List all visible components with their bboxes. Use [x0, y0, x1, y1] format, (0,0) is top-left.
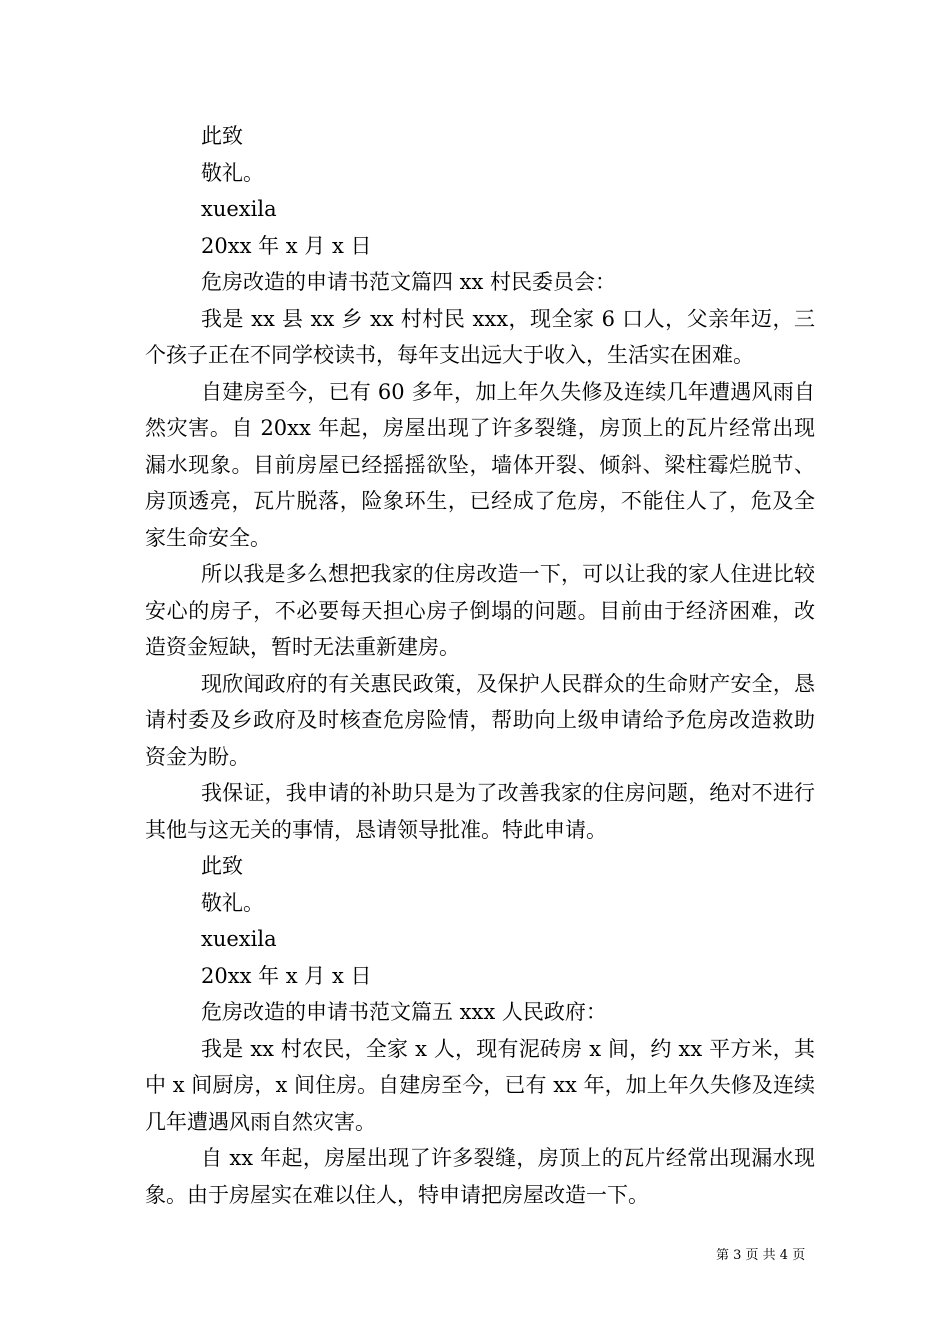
salutation-line: 敬礼。	[201, 160, 264, 185]
document-body	[145, 118, 815, 1213]
paragraph: 我是 xx 县 xx 乡 xx 村村民 xxx，现全家 6 口人，父亲年迈，三个孩子正在不同学校读书，每年支出远大于收入，生活实在困难。	[145, 306, 815, 367]
closing-line: 此致	[201, 854, 243, 878]
salutation-line: 敬礼。	[201, 890, 264, 915]
closing-line: 此致	[201, 124, 243, 148]
paragraph: 自建房至今，已有 60 多年，加上年久失修及连续几年遭遇风雨自然灾害。自 20xx 年起，房屋出现了许多裂缝，房顶上的瓦片经常出现漏水现象。目前房屋已经摇摇欲坠，墙体开裂、倾斜、梁柱霉烂脱节、房顶透亮，瓦片脱落，险象环生，已经成了危房，不能住人了，危及全家生命安全。	[145, 379, 815, 550]
signature-line: xuexila	[201, 927, 277, 951]
date-line: 20xx 年 x 月 x 日	[201, 963, 372, 988]
section-heading: 危房改造的申请书范文篇五 xxx 人民政府：	[201, 1000, 607, 1024]
paragraph: 我保证，我申请的补助只是为了改善我家的住房问题，绝对不进行其他与这无关的事情，恳请领导批准。特此申请。	[145, 781, 815, 842]
page-number: 第 3 页 共 4 页	[716, 1248, 806, 1263]
paragraph: 所以我是多么想把我家的住房改造一下，可以让我的家人住进比较安心的房子，不必要每天担心房子倒塌的问题。目前由于经济困难，改造资金短缺，暂时无法重新建房。	[145, 562, 815, 659]
date-line: 20xx 年 x 月 x 日	[201, 233, 372, 258]
section-heading: 危房改造的申请书范文篇四 xx 村民委员会：	[201, 270, 617, 294]
signature-line: xuexila	[201, 197, 277, 221]
paragraph: 我是 xx 村农民，全家 x 人，现有泥砖房 x 间，约 xx 平方米，其中 x 间厨房，x 间住房。自建房至今，已有 xx 年，加上年久失修及连续几年遭遇风雨自然灾害。	[145, 1036, 815, 1134]
paragraph: 现欣闻政府的有关惠民政策，及保护人民群众的生命财产安全，恳请村委及乡政府及时核查危房险情，帮助向上级申请给予危房改造救助资金为盼。	[145, 671, 815, 769]
paragraph: 自 xx 年起，房屋出现了许多裂缝，房顶上的瓦片经常出现漏水现象。由于房屋实在难以住人，特申请把房屋改造一下。	[145, 1146, 815, 1207]
